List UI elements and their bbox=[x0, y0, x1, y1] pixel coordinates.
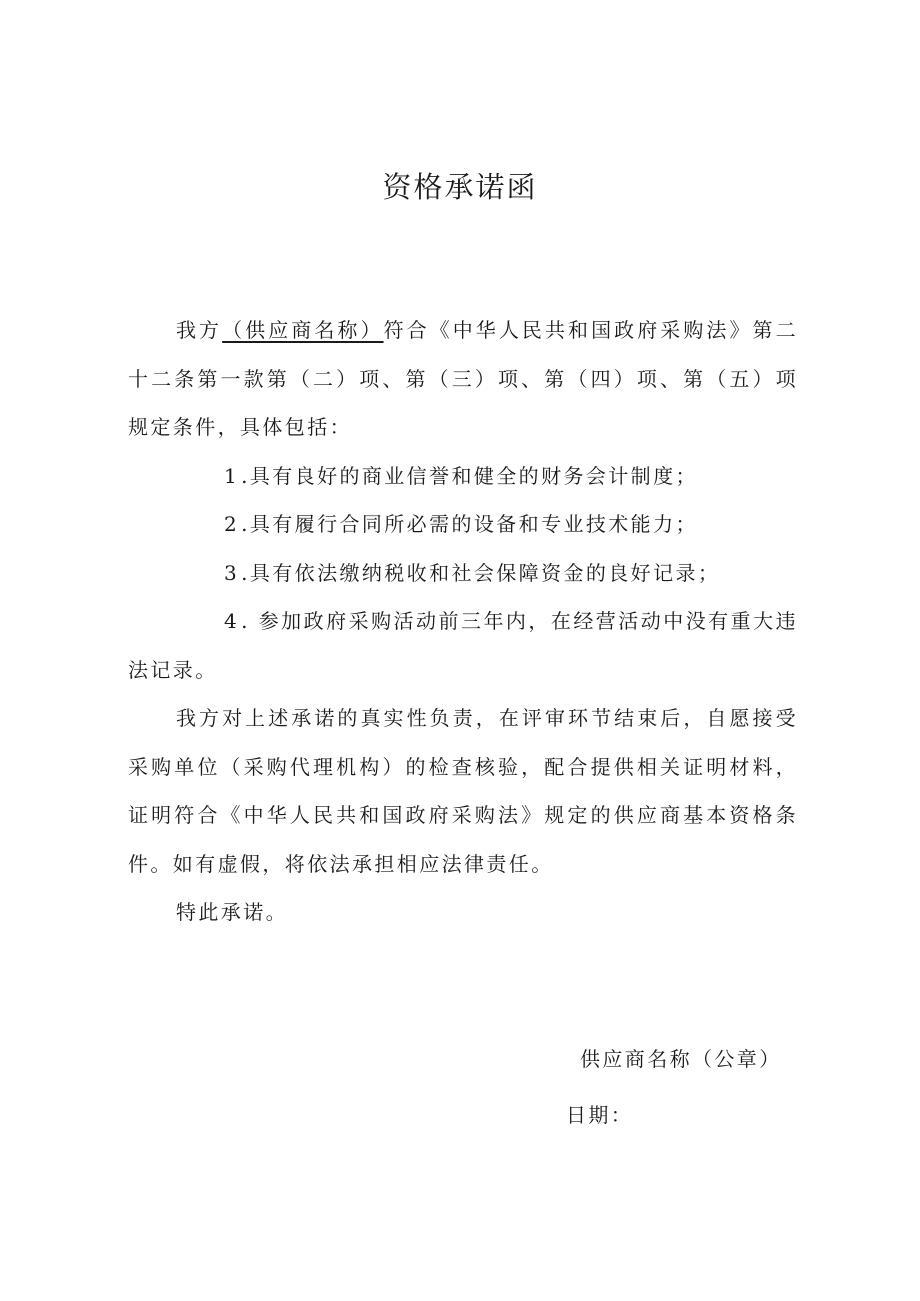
supplier-name-placeholder: （供应商名称） bbox=[222, 318, 384, 342]
closing-line: 特此承诺。 bbox=[176, 900, 288, 924]
intro-prefix: 我方 bbox=[176, 318, 223, 342]
supplier-seal-label: 供应商名称（公章） bbox=[580, 1047, 782, 1071]
item-number: 4 bbox=[224, 609, 240, 633]
item-text: .具有良好的商业信誉和健全的财务会计制度； bbox=[241, 463, 698, 488]
item-number: 3 bbox=[224, 560, 240, 585]
intro-line1-rest: 符合《中华人民共和国政府采购法》第二 bbox=[383, 318, 798, 342]
list-item bbox=[128, 500, 798, 549]
list-item bbox=[128, 452, 798, 501]
item-number: 1 bbox=[224, 463, 240, 488]
list-item bbox=[128, 597, 798, 694]
document-body bbox=[128, 306, 798, 937]
item-text: . 参加政府采购活动前三年内，在经营活动中没有重大违法记录。 bbox=[128, 609, 798, 682]
intro-line3: 规定条件，具体包括： bbox=[128, 415, 352, 439]
date-label: 日期： bbox=[566, 1103, 634, 1127]
intro-paragraph bbox=[128, 306, 798, 452]
document-title: 资格承诺函 bbox=[382, 170, 538, 204]
item-text: .具有履行合同所必需的设备和专业技术能力； bbox=[241, 512, 698, 536]
item-number: 2 bbox=[224, 512, 240, 536]
item-text: .具有依法缴纳税收和社会保障资金的良好记录； bbox=[241, 560, 721, 585]
intro-line2: 十二条第一款第（二）项、第（三）项、第（四）项、第（五）项 bbox=[128, 366, 798, 391]
commitment-paragraph: 我方对上述承诺的真实性负责，在评审环节结束后，自愿接受采购单位（采购代理机构）的检查核验，配合提供相关证明材料，证明符合《中华人民共和国政府采购法》规定的供应商基本资格条件。如有虚假，将依法承担相应法律责任。 bbox=[128, 706, 798, 876]
list-item bbox=[128, 549, 798, 598]
